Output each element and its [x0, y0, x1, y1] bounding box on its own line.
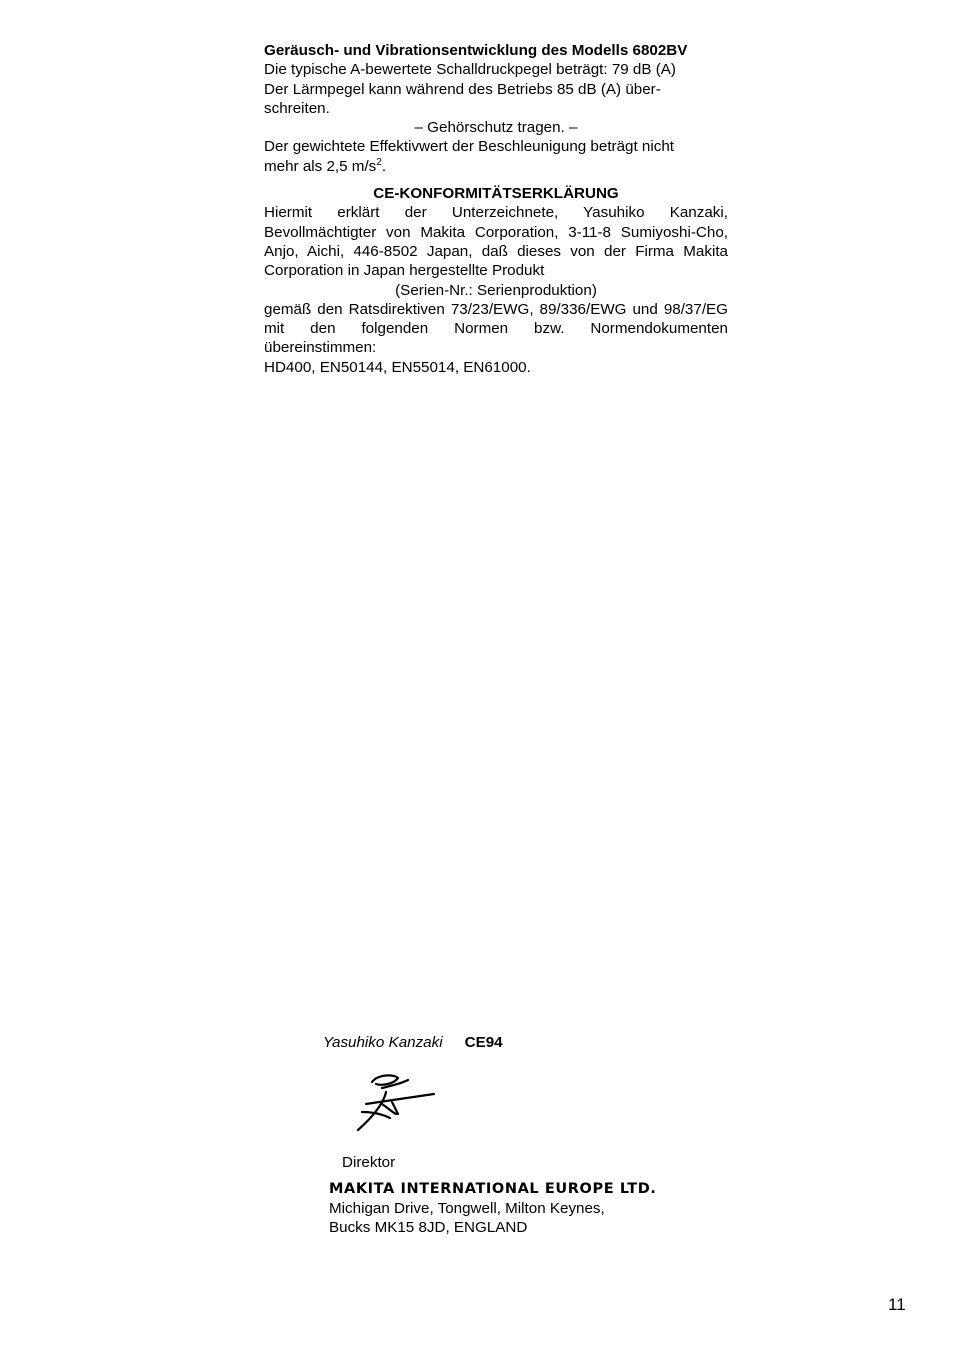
ce-directives-paragraph: gemäß den Ratsdirektiven 73/23/EWG, 89/336/EWG und 98/37/EG mit den folgenden Normen bzw. Normendokumenten übereinstimmen:: [264, 300, 728, 357]
ear-protection-notice: – Gehörschutz tragen. –: [414, 119, 578, 137]
main-text-column: [264, 41, 728, 377]
company-block: [329, 1180, 657, 1237]
vibration-line-1: Der gewichtete Effektivwert der Beschleunigung beträgt nicht: [264, 138, 675, 156]
ce-serial-number: (Serien-Nr.: Serienproduktion): [395, 281, 597, 299]
noise-sound-pressure: Die typische A-bewertete Schalldruckpegel beträgt: 79 dB (A): [264, 61, 676, 79]
ce-heading: CE-KONFORMITÄTSERKLÄRUNG: [373, 185, 619, 203]
ce-declaration-paragraph: Hiermit erklärt der Unterzeichnete, Yasuhiko Kanzaki, Bevollmächtigter von Makita Corporation, 3-11-8 Sumiyoshi-Cho, Anjo, Aichi, 446-8502 Japan, daß dieses von der Firma Makita Corporation in Japan hergestellte Produkt: [264, 204, 728, 280]
company-name: MAKITA INTERNATIONAL EUROPE LTD.: [329, 1181, 657, 1197]
company-address-line-2: Bucks MK15 8JD, ENGLAND: [329, 1219, 528, 1236]
vibration-period: .: [381, 157, 387, 175]
vibration-value: mehr als 2,5 m/s: [264, 157, 377, 175]
ce-code: CE94: [464, 1034, 503, 1051]
page-number: 11: [888, 1295, 906, 1314]
noise-heading: Geräusch- und Vibrationsentwicklung des Modells 6802BV: [264, 42, 688, 59]
vibration-line-2: [264, 157, 728, 176]
signatory-name: Yasuhiko Kanzaki: [323, 1034, 443, 1051]
company-address-line-1: Michigan Drive, Tongwell, Milton Keynes,: [329, 1200, 605, 1217]
vibration-exponent: 2: [376, 156, 382, 168]
handwritten-signature: [352, 1068, 436, 1132]
signatory-line: [323, 1033, 503, 1052]
ce-standards-list: HD400, EN50144, EN55014, EN61000.: [264, 358, 531, 376]
noise-level-line-1: Der Lärmpegel kann während des Betriebs 85 dB (A) über-: [264, 80, 661, 98]
noise-level-line-2: schreiten.: [264, 99, 330, 117]
signatory-title: Direktor: [342, 1154, 396, 1171]
